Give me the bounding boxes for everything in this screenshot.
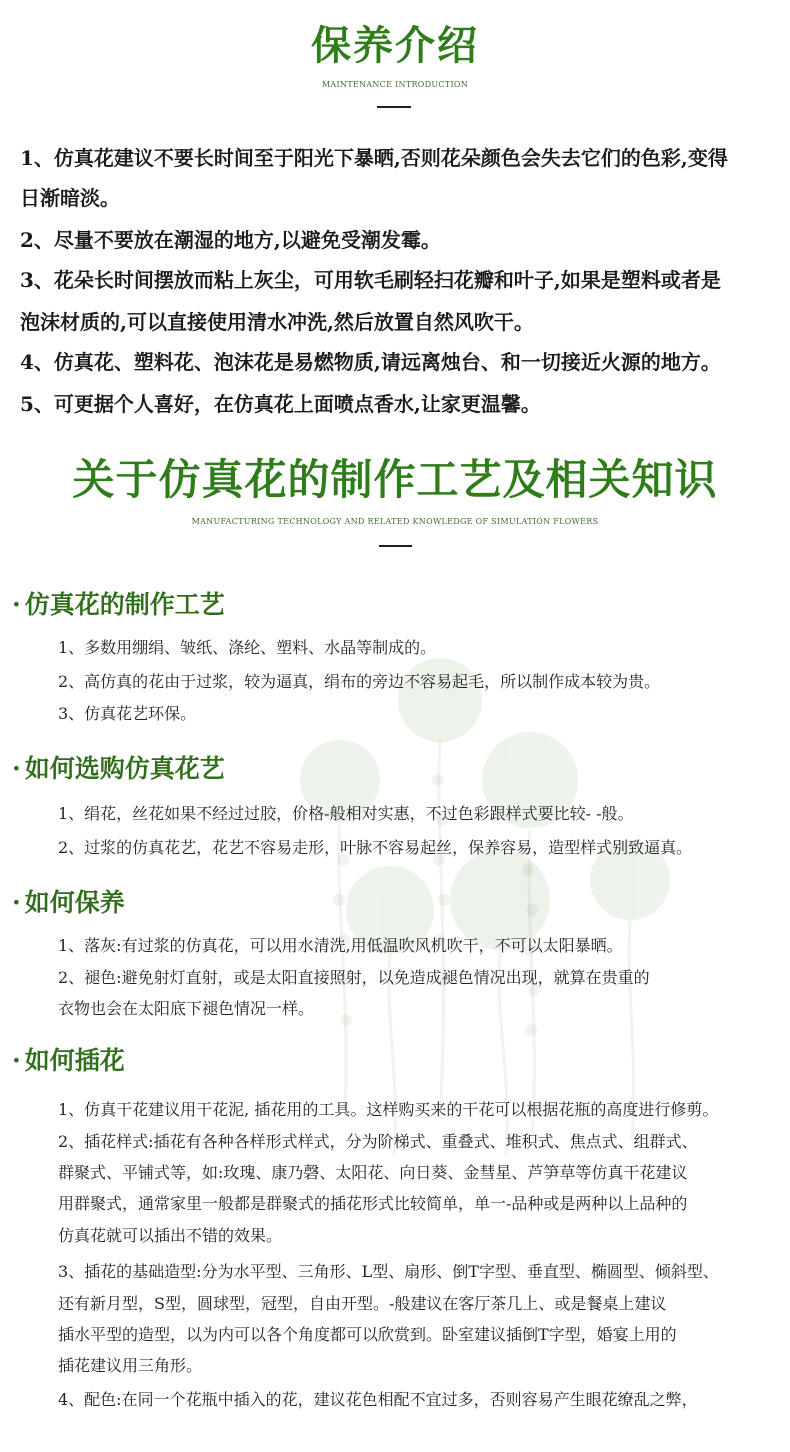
- succulent-background-image: [140, 640, 700, 1160]
- section1-divider: [377, 106, 411, 108]
- topic-line: 2、过浆的仿真花艺，花艺不容易走形，叶脉不容易起丝，保养容易，造型样式别致逼真。: [58, 838, 693, 857]
- topic-line: 插水平型的造型，以为内可以各个角度都可以欣赏到。卧室建议插倒T字型，婚宴上用的: [58, 1325, 677, 1344]
- topic-line: 插花建议用三角形。: [58, 1356, 203, 1375]
- topic-title-text: 如何插花: [24, 1046, 125, 1075]
- maintenance-line-6: 4、仿真花、塑料花、泡沫花是易燃物质,请远离烛台、和一切接近火源的地方。: [20, 350, 721, 374]
- topic-title-craft: [12, 592, 225, 618]
- maintenance-line-4: 3、花朵长时间摆放而粘上灰尘，可用软毛刷轻扫花瓣和叶子,如果是塑料或者是: [20, 268, 721, 292]
- section2-title: 关于仿真花的制作工艺及相关知识: [72, 455, 718, 504]
- maintenance-line-1: 1、仿真花建议不要长时间至于阳光下暴晒,否则花朵颜色会失去它们的色彩,变得: [20, 146, 728, 170]
- maintenance-line-3: 2、尽量不要放在潮湿的地方,以避免受潮发霉。: [20, 228, 441, 252]
- topic-title-text: 如何选购仿真花艺: [24, 754, 225, 783]
- maintenance-line-5: 泡沫材质的,可以直接使用清水冲洗,然后放置自然风吹干。: [20, 310, 534, 334]
- topic-line: 还有新月型，S型，圆球型，冠型，自由开型。-般建议在客厅茶几上、或是餐桌上建议: [58, 1294, 667, 1313]
- topic-line: 群聚式、平铺式等，如:玫瑰、康乃磬、太阳花、向日葵、金彗星、芦笋草等仿真干花建议: [58, 1163, 688, 1182]
- topic-line: 3、仿真花艺环保。: [58, 704, 197, 723]
- bullet-dot: ·: [12, 888, 21, 917]
- topic-title-arranging: [12, 1048, 125, 1074]
- topic-line: 2、插花样式:插花有各种各样形式样式，分为阶梯式、重叠式、堆积式、焦点式、组群式、: [58, 1132, 698, 1151]
- topic-line: 1、多数用绷绢、皱纸、涤纶、塑料、水晶等制成的。: [58, 638, 437, 657]
- section2-subtitle: MANUFACTURING TECHNOLOGY AND RELATED KNOWLEDGE OF SIMULATION FLOWERS: [191, 517, 599, 526]
- topic-title-text: 如何保养: [24, 888, 125, 917]
- topic-line: 衣物也会在太阳底下褪色情况一样。: [58, 999, 315, 1018]
- maintenance-line-2: 日渐暗淡。: [20, 186, 120, 210]
- topic-line: 仿真花就可以插出不错的效果。: [58, 1226, 283, 1245]
- topic-line: 1、落灰:有过浆的仿真花，可以用水清洗,用低温吹风机吹干，不可以太阳暴晒。: [58, 936, 623, 955]
- maintenance-line-7: 5、可更据个人喜好，在仿真花上面喷点香水,让家更温馨。: [20, 392, 541, 416]
- topic-title-text: 仿真花的制作工艺: [24, 590, 225, 619]
- topic-line: 2、高仿真的花由于过浆，较为逼真，绢布的旁边不容易起毛，所以制作成本较为贵。: [58, 672, 661, 691]
- section1-title: 保养介绍: [311, 22, 479, 69]
- bullet-dot: ·: [12, 1046, 21, 1075]
- topic-line: 用群聚式，通常家里一般都是群聚式的插花形式比较简单，单一-品种或是两种以上品种的: [58, 1194, 688, 1213]
- topic-line: 1、仿真干花建议用干花泥, 插花用的工具。这样购买来的干花可以根据花瓶的高度进行修剪。: [58, 1100, 719, 1119]
- topic-title-buying: [12, 756, 225, 782]
- bullet-dot: ·: [12, 590, 21, 619]
- topic-line: 1、绢花，丝花如果不经过过胶，价格-般相对实惠，不过色彩跟样式要比较- -般。: [58, 804, 634, 823]
- section1-subtitle: MAINTENANCE INTRODUCTION: [321, 80, 469, 89]
- topic-line: 4、配色:在同一个花瓶中插入的花，建议花色相配不宜过多，否则容易产生眼花缭乱之弊，: [58, 1390, 698, 1409]
- topic-line: 3、插花的基础造型:分为水平型、三角形、L型、扇形、倒T字型、垂直型、椭圆型、倾斜型、: [58, 1262, 719, 1281]
- topic-line: 2、褪色:避免射灯直射，或是太阳直接照射，以免造成褪色情况出现，就算在贵重的: [58, 968, 650, 987]
- section2-divider: [379, 545, 412, 547]
- topic-title-care: [12, 890, 125, 916]
- bullet-dot: ·: [12, 754, 21, 783]
